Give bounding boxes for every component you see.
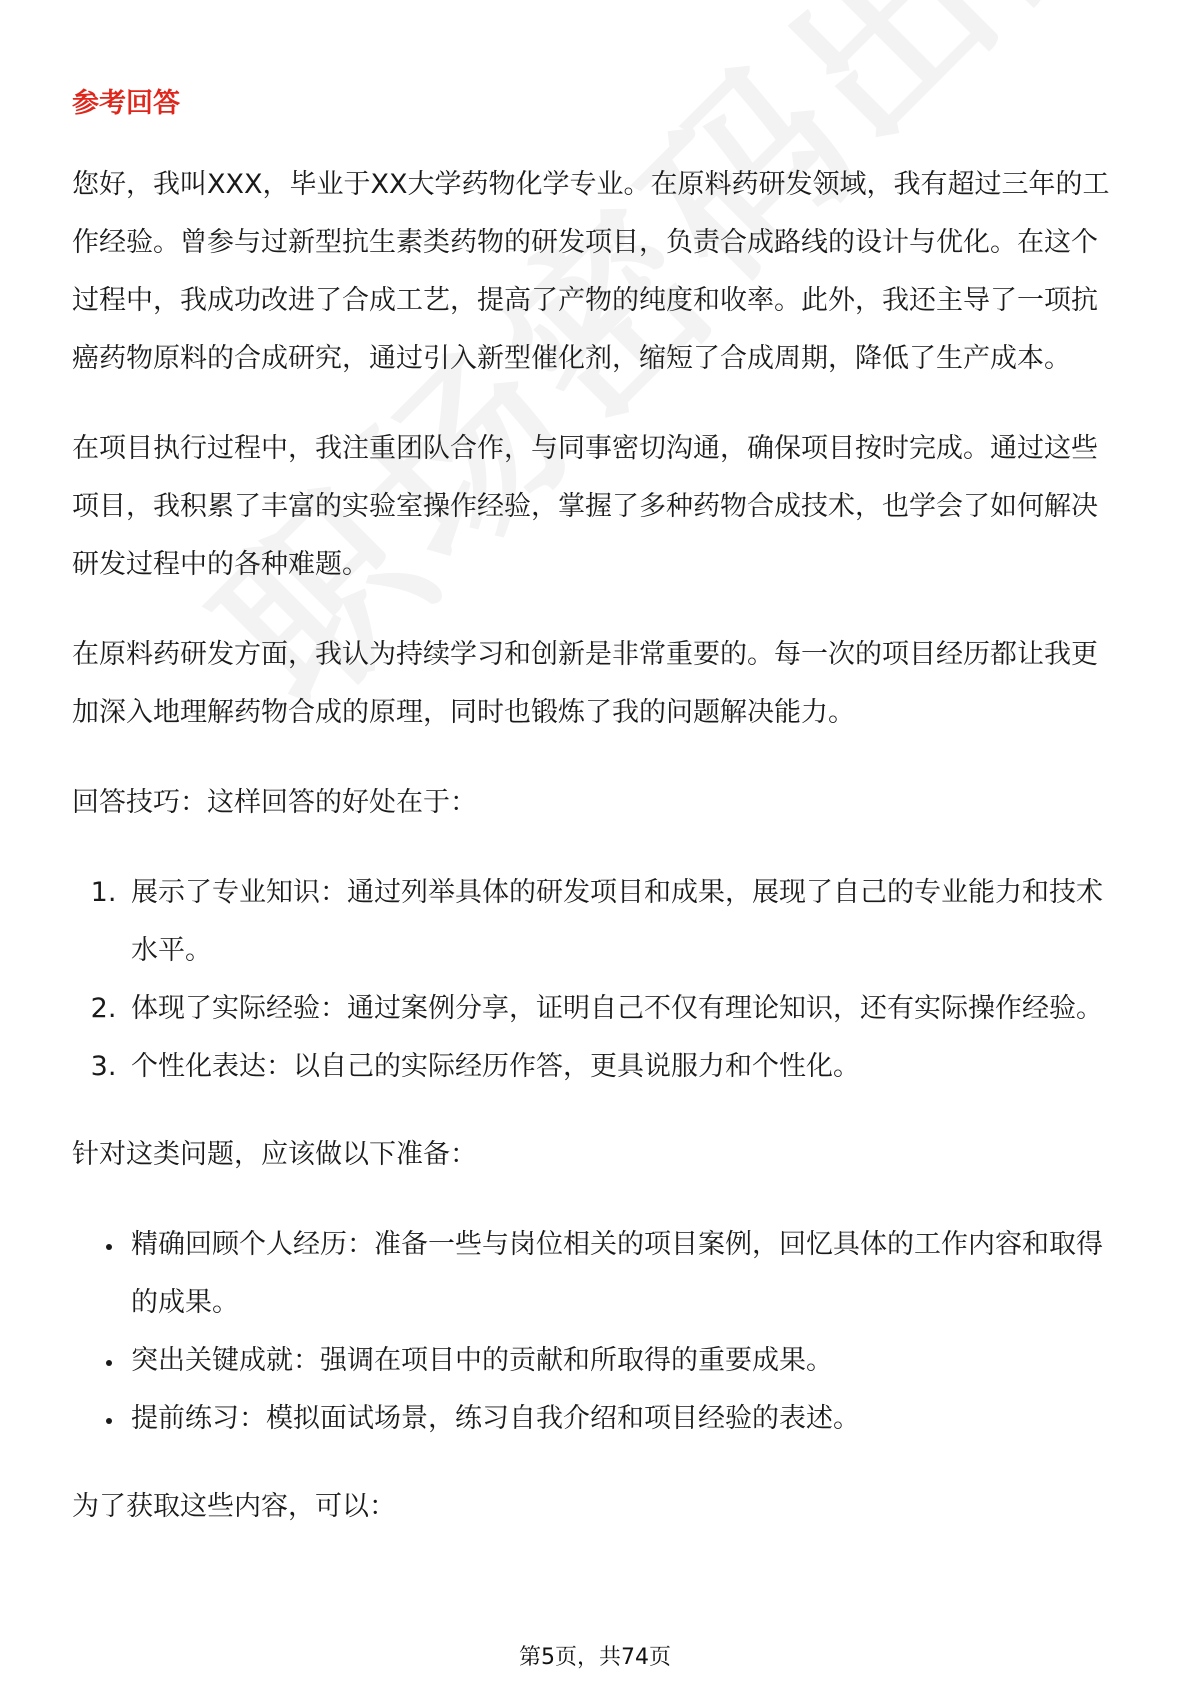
- tips-item: 2. 体现了实际经验：通过案例分享，证明自己不仅有理论知识，还有实际操作经验。: [125, 980, 1124, 1038]
- closing-line: 为了获取这些内容，可以：: [72, 1491, 396, 1522]
- prep-item: • 突出关键成就：强调在项目中的贡献和所取得的重要成果。: [125, 1332, 1124, 1390]
- tips-list: [72, 864, 1124, 1096]
- prep-item: • 提前练习：模拟面试场景，练习自我介绍和项目经验的表述。: [125, 1390, 1124, 1448]
- paragraph-1: 您好，我叫XXX，毕业于XX大学药物化学专业。在原料药研发领域，我有超过三年的工作经验。曾参与过新型抗生素类药物的研发项目，负责合成路线的设计与优化。在这个过程中，我成功改进了合成工艺，提高了产物的纯度和收率。此外，我还主导了一项抗癌药物原料的合成研究，通过引入新型催化剂，缩短了合成周期，降低了生产成本。: [72, 169, 1110, 374]
- prep-list: [72, 1216, 1124, 1448]
- tips-item: 3. 个性化表达：以自己的实际经历作答，更具说服力和个性化。: [125, 1038, 1124, 1096]
- page-footer: 第5页，共74页: [519, 1645, 671, 1670]
- tips-item: 1. 展示了专业知识：通过列举具体的研发项目和成果，展现了自己的专业能力和技术水平。: [125, 864, 1124, 980]
- section-heading: 参考回答: [72, 88, 180, 119]
- paragraph-2: 在项目执行过程中，我注重团队合作，与同事密切沟通，确保项目按时完成。通过这些项目，我积累了丰富的实验室操作经验，掌握了多种药物合成技术，也学会了如何解决研发过程中的各种难题。: [72, 433, 1098, 580]
- document-body: [72, 84, 1124, 1568]
- paragraph-3: 在原料药研发方面，我认为持续学习和创新是非常重要的。每一次的项目经历都让我更加深入地理解药物合成的原理，同时也锻炼了我的问题解决能力。: [72, 639, 1098, 728]
- prep-item: • 精确回顾个人经历：准备一些与岗位相关的项目案例，回忆具体的工作内容和取得的成果。: [125, 1216, 1124, 1332]
- prep-intro: 针对这类问题，应该做以下准备：: [72, 1139, 477, 1170]
- tips-intro: 回答技巧：这样回答的好处在于：: [72, 787, 477, 818]
